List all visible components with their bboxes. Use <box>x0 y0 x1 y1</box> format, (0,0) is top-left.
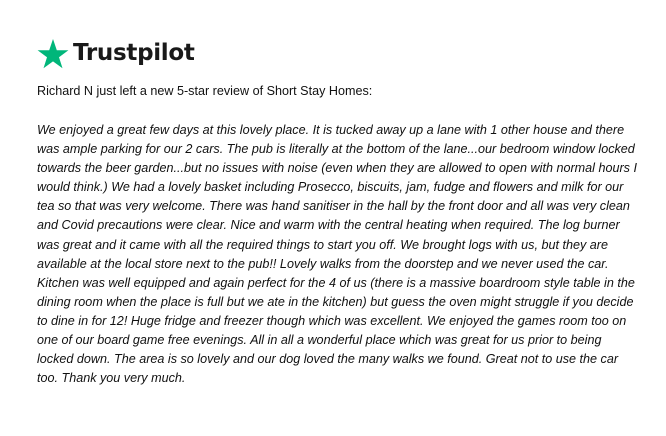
brand-name: Trustpilot <box>73 40 195 66</box>
star-shape <box>38 39 69 68</box>
review-text: We enjoyed a great few days at this lovely place. It is tucked away up a lane with 1 other house and there was ample parking for our 2 cars. The pub is literally at the bottom of the lane...our bedroom window locked towards the beer garden...but no issues with noise (even when they are allowed to open with normal hours I would think.) We had a lovely basket including Prosecco, biscuits, jam, fudge and flowers and milk for our tea so that was very welcome. There was hand sanitiser in the hall by the front door and all was very clean and Covid precautions were clear. Nice and warm with the central heating when required. The log burner was great and it came with all the required things to start you off. We brought logs with us, but they are available at the local store next to the pub!! Lovely walks from the doorstep and we never used the car. Kitchen was well equipped and again perfect for the 4 of us (there is a massive boardroom style table in the dining room when the place is full but we ate in the kitchen) but guess the oven might struggle if you decide to dine in for 12! Huge fridge and freezer though which was excellent. We enjoyed the games room too on one of our board game free evenings. All in all a wonderful place which was great for us prior to being locked down. The area is so lovely and our dog loved the many walks we found. Great not to use the car too. Thank you very much. <box>37 123 637 386</box>
star-icon <box>37 38 69 69</box>
trustpilot-logo <box>37 38 195 69</box>
review-intro: Richard N just left a new 5-star review of Short Stay Homes: <box>37 84 373 98</box>
